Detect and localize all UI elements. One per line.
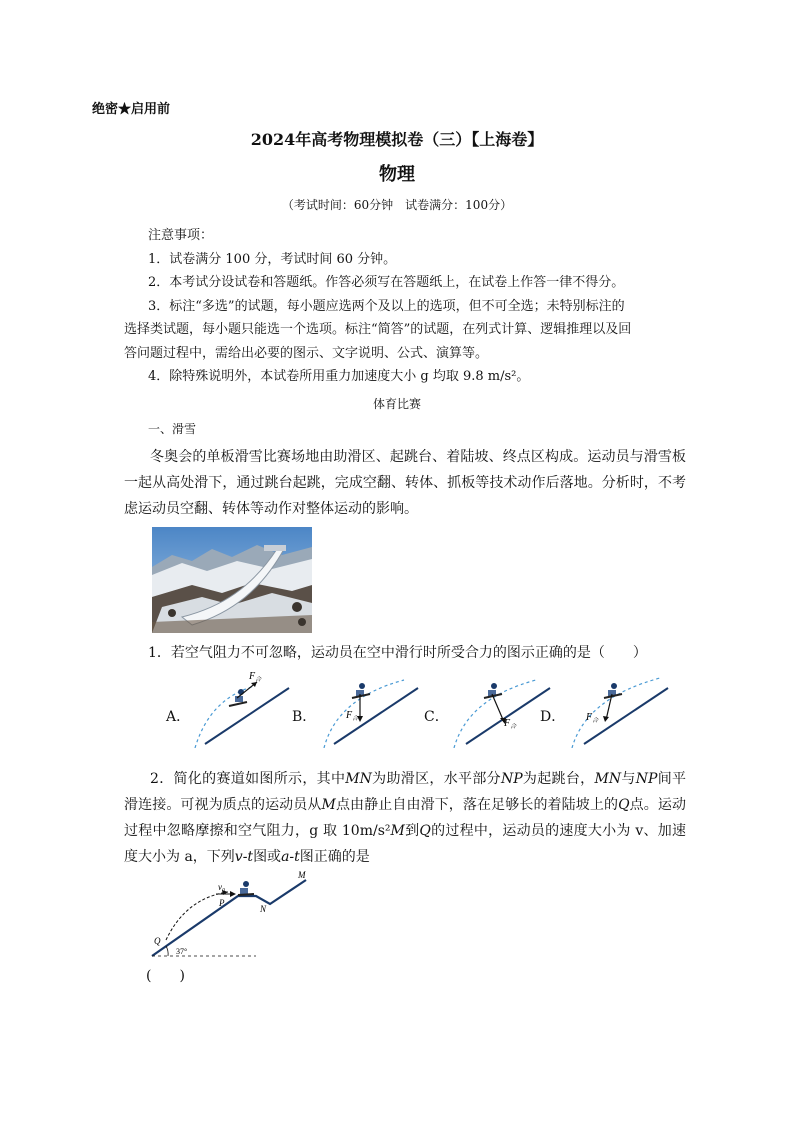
subject-title: 物理 [379,164,415,185]
option-a-label: A． [166,709,191,725]
option-d-label: D． [540,709,566,725]
question-1-stem: 1．若空气阻力不可忽略，运动员在空中滑行时所受合力的图示正确的是（ ） [148,645,647,661]
track-diagram [146,868,316,960]
force-label: $F_合$ [249,671,262,683]
exam-title: 2024年高考物理模拟卷（三）【上海卷】 [250,130,544,149]
notes-heading: 注意事项： [148,228,214,243]
question-2-stem: 2．简化的赛道如图所示，其中MN为助滑区，水平部分NP为起跳台，MN与NP间平滑连接。可视为质点的运动员从M点由静止自由滑下，落在足够长的着陆坡上的Q点。运动过程中忽略摩擦和空气阻力，g 取 10m/s²M到Q的过程中，运动员的速度大小为 v、加速度大小为 a，下列v-t图或a-t图正确的是 [124,771,687,865]
note-item: 答问题过程中，需给出必要的图示、文字说明、公式、演算等。 [124,345,489,361]
option-c-label: C． [424,709,449,725]
note-item: 2．本考试分设试卷和答题纸。作答必须写在答题纸上，在试卷上作答一律不得分。 [148,275,625,290]
ski-venue-photo [152,527,312,633]
note-item: 4．除特殊说明外，本试卷所用重力加速度大小 g 均取 9.8 m/s²。 [148,369,530,384]
force-label: $F_合$ [586,712,599,724]
skier-icon [238,881,254,895]
option-c-figure [446,668,556,748]
exam-time: （考试时间：60分钟 试卷满分：100分） [281,198,513,212]
option-a-figure [185,668,295,748]
skier-icon [604,683,622,698]
skier-icon [352,683,370,698]
section-title: 体育比赛 [372,397,421,411]
point-q-label: Q [154,936,161,946]
note-item: 1．试卷满分 100 分，考试时间 60 分钟。 [148,251,397,267]
force-label: $F_合$ [504,718,517,730]
v0-label: v₀ [218,882,226,892]
force-label: $F_合$ [346,710,359,722]
point-n-label: N [260,904,267,914]
notes [124,224,688,389]
option-b-figure [312,668,422,748]
point-p-label: P [219,898,225,908]
option-b-label: B． [292,709,317,725]
point-m-label: M [298,870,306,880]
option-d-figure [566,668,676,748]
angle-label: 37° [176,947,188,956]
part-title: 一、滑雪 [148,422,197,436]
confidential-label: 绝密★启用前 [92,102,171,117]
note-item: 3．标注“多选”的试题，每小题应选两个及以上的选项，但不可全选；未特别标注的 [148,298,625,314]
intro-paragraph: 冬奥会的单板滑雪比赛场地由助滑区、起跳台、着陆坡、终点区构成。运动员与滑雪板一起从高处滑下，通过跳台起跳，完成空翻、转体、抓板等技术动作后落地。分析时，不考虑运动员空翻、转体等动作对整体运动的影响。 [124,449,686,517]
note-item: 选择类试题，每小题只能选一个选项。标注“简答”的试题，在列式计算、逻辑推理以及回 [124,322,632,337]
answer-parentheses: ( ) [146,968,185,984]
